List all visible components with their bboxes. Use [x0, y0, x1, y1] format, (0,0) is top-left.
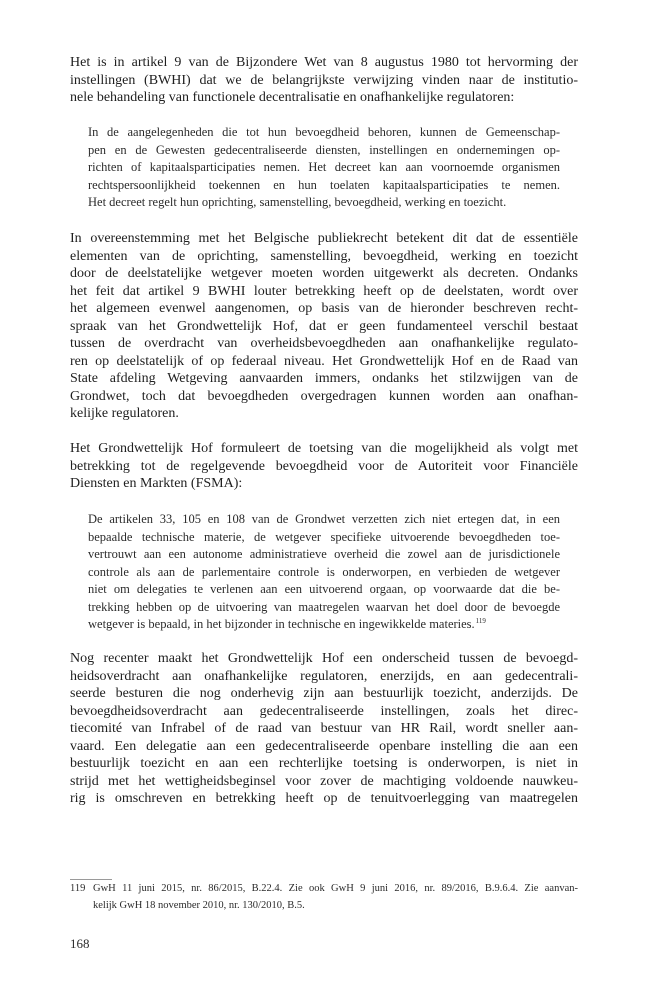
paragraph	[70, 230, 578, 423]
text-line: seerde besturen die nog onderhevig zijn aan bestuurlijk toezicht, anderzijds. De	[70, 686, 578, 701]
quote-line: bepaalde technische materie, de wetgever specifieke uitvoerende bevoegdheden toe-	[88, 529, 560, 544]
text-line: bevoegdheidsoverdracht aan gedecentraliseerde instellingen, zoals het direc-	[70, 703, 578, 719]
quote-line: vertrouwt aan een autonome administratieve overheid die zowel aan de jurisdictionele	[88, 547, 560, 561]
quote-line-text: wetgever is bepaald, in het bijzonder in technische en ingewikkelde materies.	[88, 617, 475, 631]
quote-line: In de aangelegenheden die tot hun bevoegdheid behoren, kunnen de Gemeenschap-	[88, 125, 560, 139]
quote-line: pen en de Gewesten gedecentraliseerde diensten, instellingen en ondernemingen op-	[88, 142, 560, 157]
text-line: In overeenstemming met het Belgische publiekrecht betekent dit dat de essentiële	[70, 231, 578, 246]
quote-line: De artikelen 33, 105 en 108 van de Grondwet verzetten zich niet ertegen dat, in een	[88, 512, 560, 526]
blockquote-lines	[88, 511, 560, 616]
paragraph	[70, 440, 578, 493]
quote-line: richten of kapitaalsparticipaties nemen. Het decreet kan aan voornoemde organismen	[88, 160, 560, 174]
footnote	[93, 880, 578, 914]
footnote-line: kelijk GwH 18 november 2010, nr. 130/2010, B.5.	[93, 900, 305, 911]
quote-line	[88, 616, 560, 634]
quote-line: Het decreet regelt hun oprichting, samenstelling, bevoegdheid, werking en toezicht.	[88, 195, 507, 209]
quote-line: niet om delegaties te verlenen aan een uitvoerend orgaan, op voorwaarde dat die be-	[88, 582, 560, 596]
text-line: het feit dat artikel 9 BWHI louter betrekking heeft op de deelstaten, wordt over	[70, 283, 578, 299]
paragraph	[70, 54, 578, 107]
text-line: Nog recenter maakt het Grondwettelijk Hof een onderscheid tussen de bevoegd-	[70, 651, 578, 666]
quote-line: trekking hebben op de uitvoering van maatregelen waarvan het doel door de bevoegde	[88, 599, 560, 614]
text-line: betrekking tot de regelgevende bevoegdheid voor de Autoriteit voor Financiële	[70, 458, 578, 474]
blockquote	[88, 124, 560, 212]
text-line: Grondwet, toch dat bevoegdheden overgedragen kunnen worden aan onafhan-	[70, 388, 578, 404]
text-line: bestuurlijk toezicht en aan een rechterlijke toetsing is onderworpen, is niet in	[70, 756, 578, 771]
text-line: heidsoverdracht aan onafhankelijke regulatoren, enerzijds, en aan gedecentrali-	[70, 668, 578, 684]
text-line: tussen de overdracht van overheidsbevoegdheden aan onafhankelijke regulato-	[70, 336, 578, 351]
text-line: instellingen (BWHI) dat we de belangrijkste verwijzing vinden naar de institutio-	[70, 72, 578, 88]
quote-line: rechtspersoonlijkheid toekennen en hun toelaten kapitaalsparticipaties te nemen.	[88, 177, 560, 192]
text-line: het algemeen evenwel aangenomen, op basis van de hieronder beschreven recht-	[70, 301, 578, 316]
footnote-line: GwH 11 juni 2015, nr. 86/2015, B.22.4. Zie ook GwH 9 juni 2016, nr. 89/2016, B.9.6.4. Zie aanvan-	[93, 883, 578, 894]
text-line: Het Grondwettelijk Hof formuleert de toetsing van die mogelijkheid als volgt met	[70, 441, 578, 456]
text-line: nele behandeling van functionele decentralisatie en onafhankelijke regulatoren:	[70, 90, 515, 105]
paragraph	[70, 650, 578, 808]
text-line: vaard. Een delegatie aan een gedecentraliseerde openbare instelling die aan een	[70, 738, 578, 754]
page-number: 168	[70, 936, 90, 951]
text-line: ren op deelstatelijk of op federaal niveau. Het Grondwettelijk Hof en de Raad van	[70, 353, 578, 369]
text-line: tiecomité van Infrabel of de raad van bestuur van HR Rail, wordt sneller aan-	[70, 721, 578, 736]
text-line: strijd met het wettigheidsbeginsel voor zover de machtiging voldoende nauwkeu-	[70, 773, 578, 789]
text-line: Diensten en Markten (FSMA):	[70, 476, 243, 491]
text-line: State afdeling Wetgeving aanvaarden immers, ondanks het stilzwijgen van de	[70, 371, 578, 386]
quote-line: controle als aan de parlementaire controle is onderworpen, en verbieden de wetgever	[88, 564, 560, 579]
text-line: kelijke regulatoren.	[70, 406, 179, 421]
footnote-number: 119	[70, 883, 86, 894]
blockquote	[88, 511, 560, 634]
text-line: elementen van de oprichting, samenstelling, bevoegdheid, werking en toezicht	[70, 248, 578, 264]
text-line: rig is omschreven en betrekking heeft op de tenuitvoerlegging van maatregelen	[70, 791, 578, 806]
text-line: door de deelstatelijke wetgever moeten worden uitgewerkt als decreten. Ondanks	[70, 266, 578, 281]
text-line: Het is in artikel 9 van de Bijzondere Wet van 8 augustus 1980 tot hervorming der	[70, 55, 578, 70]
footnote-reference[interactable]: 119	[475, 616, 486, 625]
text-line: spraak van het Grondwettelijk Hof, dat er geen fundamenteel verschil bestaat	[70, 318, 578, 334]
